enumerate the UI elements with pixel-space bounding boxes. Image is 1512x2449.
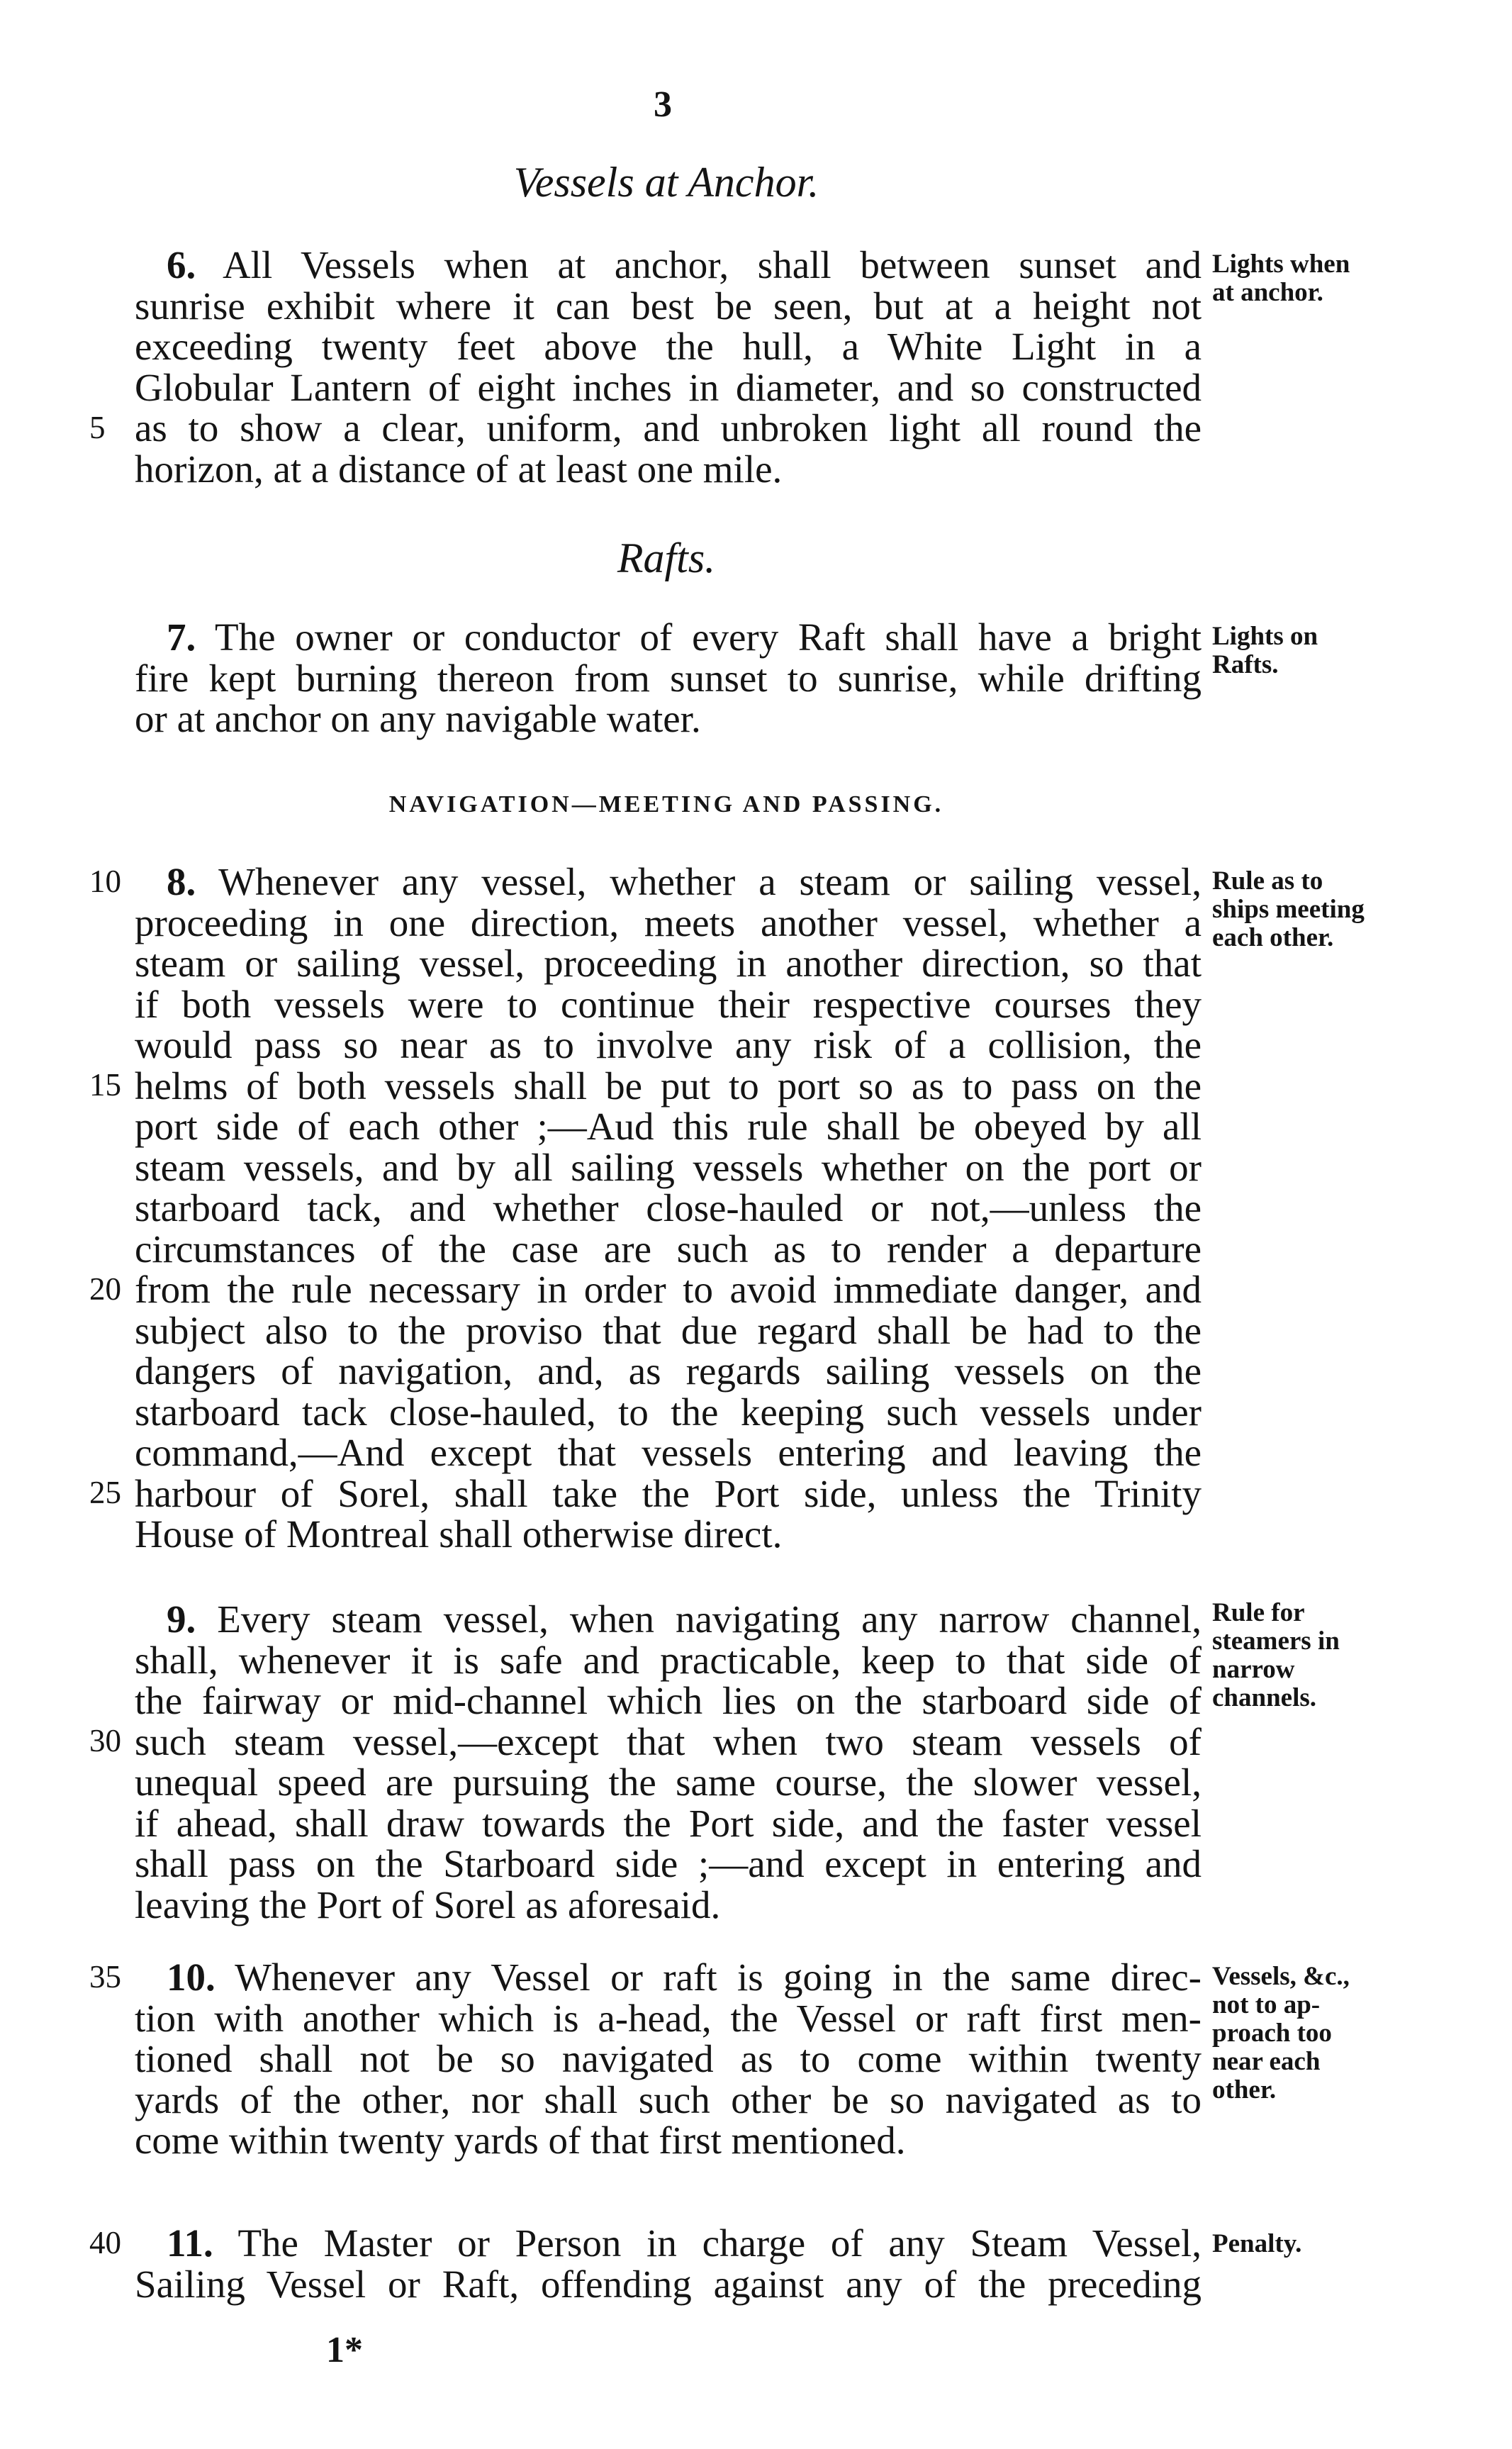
text-line: port side of each other ;—Aud this rule shall be obeyed by all xyxy=(135,1105,1202,1148)
margin-note-line: near each xyxy=(1212,2047,1321,2076)
text-line: from the rule necessary in order to avoid immediate danger, and xyxy=(135,1268,1202,1311)
line-text: Whenever any Vessel or raft is going in the same direc- xyxy=(215,1956,1202,1999)
margin-note-penalty xyxy=(1212,2230,1425,2258)
section-number: 8. xyxy=(167,860,196,903)
text-line: leaving the Port of Sorel as aforesaid. xyxy=(135,1882,721,1926)
section-number: 11. xyxy=(167,2221,213,2265)
margin-note-line: other. xyxy=(1212,2075,1277,2104)
text-line: tion with another which is a-head, the Vessel or raft first men- xyxy=(135,1996,1202,2040)
section-number: 10. xyxy=(167,1956,215,1999)
margin-note-line: Rule as to xyxy=(1212,866,1323,896)
heading-vessels-at-anchor: Vessels at Anchor. xyxy=(513,159,819,206)
margin-note-line: ships meeting xyxy=(1212,895,1365,924)
section-9 xyxy=(135,1599,1202,1925)
margin-note-line: Penalty. xyxy=(1212,2229,1302,2258)
line-number: 35 xyxy=(89,1959,121,1995)
text-line: Globular Lantern of eight inches in diameter, and so constructed xyxy=(135,365,1202,409)
section-number: 9. xyxy=(167,1597,196,1641)
margin-note-line: not to ap- xyxy=(1212,1990,1321,2019)
line-number: 25 xyxy=(89,1475,121,1510)
section-number: 7. xyxy=(167,615,196,659)
text-line: as to show a clear, uniform, and unbroken light all round the xyxy=(135,406,1202,450)
text-line: shall, whenever it is safe and practicable, keep to that side of xyxy=(135,1638,1202,1682)
text-line: helms of both vessels shall be put to port so as to pass on the xyxy=(135,1064,1202,1108)
margin-note-line: Lights when xyxy=(1212,250,1350,279)
line-text: All Vessels when at anchor, shall between sunset and xyxy=(196,243,1202,286)
margin-note-lights-at-anchor xyxy=(1212,250,1425,307)
margin-note-line: each other. xyxy=(1212,923,1334,952)
signature-mark: 1* xyxy=(326,2330,363,2370)
section-6 xyxy=(135,245,1202,489)
margin-note-line: Lights on xyxy=(1212,622,1318,651)
section-11 xyxy=(135,2223,1202,2304)
text-line: if both vessels were to continue their respective courses they xyxy=(135,982,1202,1026)
text-line: exceeding twenty feet above the hull, a White Light in a xyxy=(135,325,1202,368)
margin-note-ships-meeting xyxy=(1212,867,1425,952)
text-line: steam vessels, and by all sailing vessels whether on the port or xyxy=(135,1145,1202,1189)
line-number: 5 xyxy=(89,410,106,445)
text-line: proceeding in one direction, meets another vessel, whether a xyxy=(135,900,1202,944)
line-text: The Master or Person in charge of any Steam Vessel, xyxy=(213,2221,1202,2265)
text-line: or at anchor on any navigable water. xyxy=(135,697,701,740)
text-line: yards of the other, nor shall such other be so navigated as to xyxy=(135,2077,1202,2121)
text-line: horizon, at a distance of at least one mile. xyxy=(135,447,783,491)
heading-rafts: Rafts. xyxy=(617,535,716,581)
margin-note-line: narrow xyxy=(1212,1655,1295,1684)
text-line: would pass so near as to involve any risk of a collision, the xyxy=(135,1023,1202,1066)
margin-note-line: Rule for xyxy=(1212,1598,1305,1627)
text-line xyxy=(135,617,1202,658)
line-number: 20 xyxy=(89,1271,121,1307)
margin-note-line: Vessels, &c., xyxy=(1212,1962,1350,1991)
text-line: steam or sailing vessel, proceeding in another direction, so that xyxy=(135,942,1202,985)
section-10 xyxy=(135,1957,1202,2161)
text-line xyxy=(135,245,1202,286)
text-line xyxy=(135,861,1202,903)
text-line: circumstances of the case are such as to render a departure xyxy=(135,1227,1202,1271)
text-line: sunrise exhibit where it can best be seen, but at a height not xyxy=(135,284,1202,328)
section-number: 6. xyxy=(167,243,196,286)
margin-note-line: steamers in xyxy=(1212,1627,1340,1656)
text-line: the fairway or mid-channel which lies on the starboard side of xyxy=(135,1679,1202,1722)
text-line: such steam vessel,—except that when two steam vessels of xyxy=(135,1719,1202,1763)
text-line: command,—And except that vessels entering and leaving the xyxy=(135,1431,1202,1474)
text-line: starboard tack close-hauled, to the keeping such vessels under xyxy=(135,1390,1202,1434)
section-7 xyxy=(135,617,1202,740)
text-line: tioned shall not be so navigated as to come within twenty xyxy=(135,2037,1202,2080)
line-number: 15 xyxy=(89,1067,121,1103)
text-line: come within twenty yards of that first mentioned. xyxy=(135,2119,906,2162)
section-8 xyxy=(135,861,1202,1555)
text-line: shall pass on the Starboard side ;—and except in entering and xyxy=(135,1842,1202,1885)
text-line xyxy=(135,1957,1202,1998)
text-line xyxy=(135,2223,1202,2264)
line-number: 10 xyxy=(89,864,121,899)
margin-note-line: channels. xyxy=(1212,1683,1317,1712)
line-text: The owner or conductor of every Raft shall have a bright xyxy=(196,615,1202,659)
text-line: subject also to the proviso that due regard shall be had to the xyxy=(135,1308,1202,1352)
text-line: House of Montreal shall otherwise direct. xyxy=(135,1512,783,1556)
line-text: Every steam vessel, when navigating any narrow channel, xyxy=(196,1597,1202,1641)
text-line: fire kept burning thereon from sunset to sunrise, while drifting xyxy=(135,656,1202,700)
line-number: 40 xyxy=(89,2225,121,2260)
margin-note-narrow-channels xyxy=(1212,1599,1425,1712)
text-line xyxy=(135,1599,1202,1640)
margin-note-line: at anchor. xyxy=(1212,278,1323,307)
text-line: starboard tack, and whether close-hauled or not,—unless the xyxy=(135,1186,1202,1229)
text-line: unequal speed are pursuing the same course, the slower vessel, xyxy=(135,1761,1202,1804)
margin-note-line: Rafts. xyxy=(1212,650,1279,679)
text-line: dangers of navigation, and, as regards sailing vessels on the xyxy=(135,1349,1202,1393)
page-number: 3 xyxy=(654,84,672,125)
margin-note-vessels-not-to-approach xyxy=(1212,1963,1425,2104)
margin-note-lights-on-rafts xyxy=(1212,623,1425,679)
text-line: harbour of Sorel, shall take the Port side, unless the Trinity xyxy=(135,1471,1202,1515)
margin-note-line: proach too xyxy=(1212,2019,1332,2048)
line-text: Whenever any vessel, whether a steam or sailing vessel, xyxy=(196,860,1202,903)
heading-navigation: NAVIGATION—MEETING AND PASSING. xyxy=(388,791,944,818)
line-number: 30 xyxy=(89,1723,121,1758)
text-line: if ahead, shall draw towards the Port side, and the faster vessel xyxy=(135,1801,1202,1845)
text-line: Sailing Vessel or Raft, offending against any of the preceding xyxy=(135,2262,1202,2306)
